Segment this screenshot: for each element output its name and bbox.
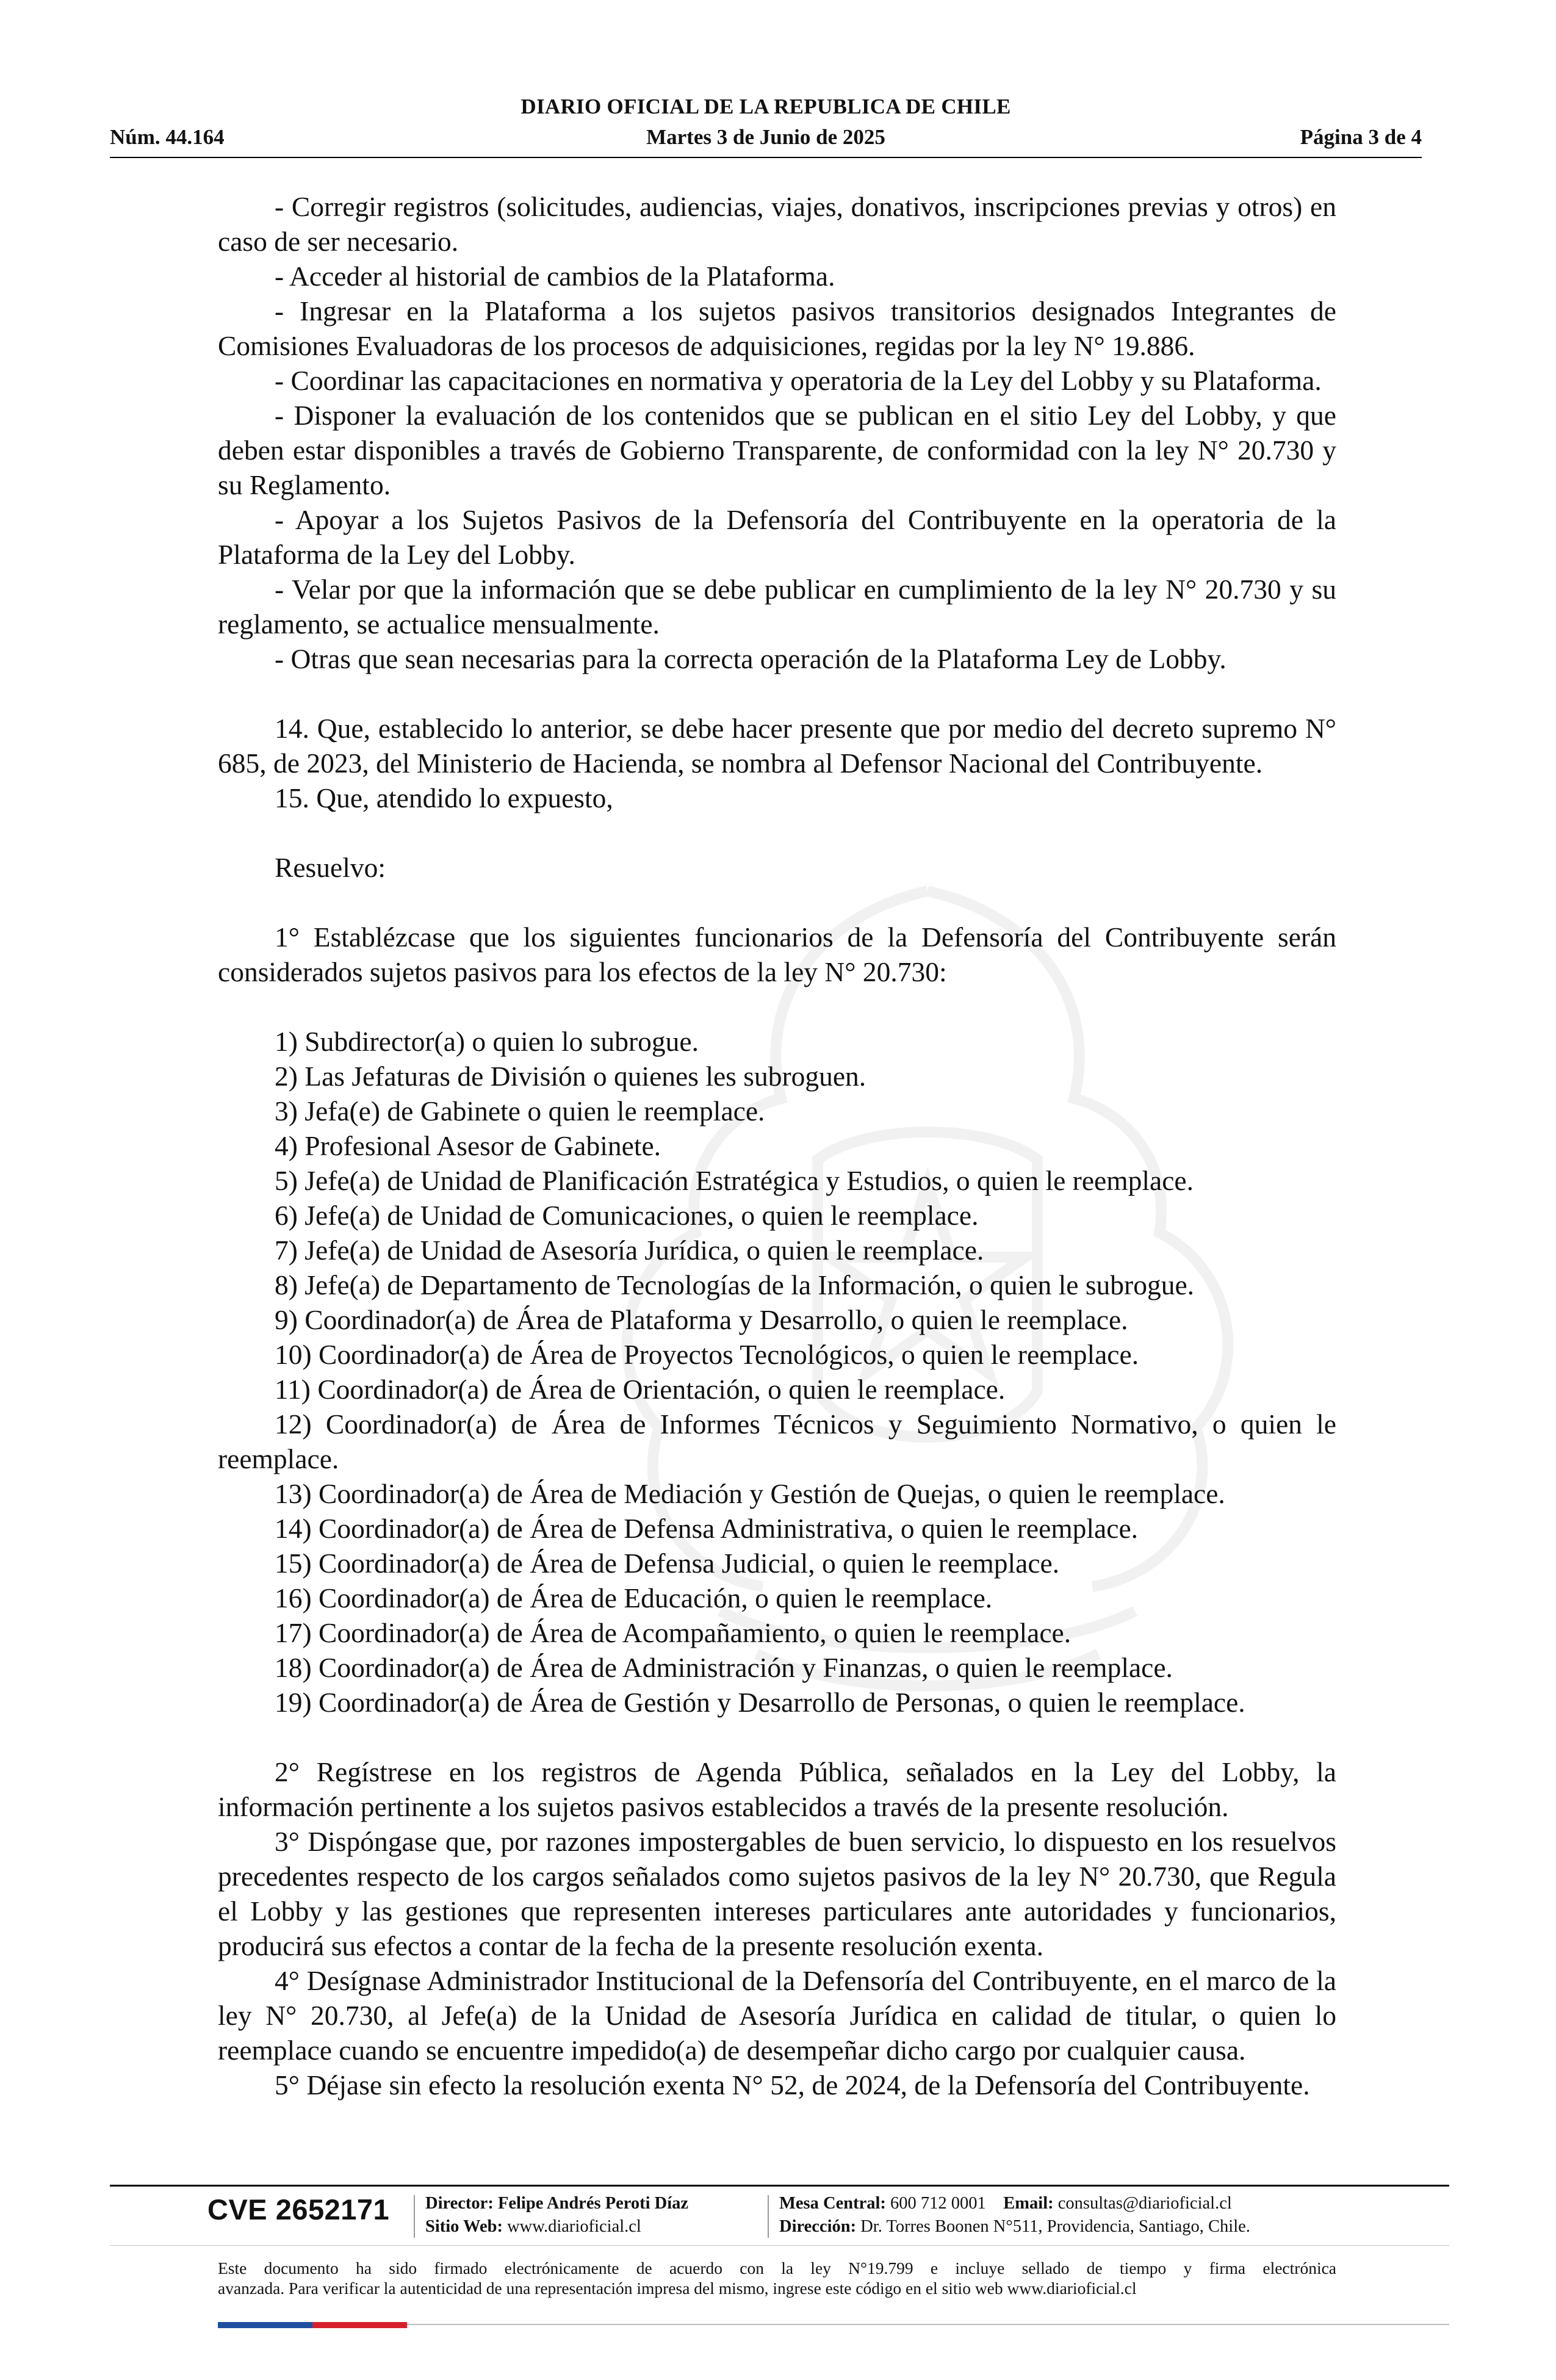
page-header	[110, 95, 1422, 159]
position-item: 2) Las Jefaturas de División o quienes les subroguen.	[275, 1061, 866, 1092]
resolution-3: 3° Dispóngase que, por razones impostergables de buen servicio, lo dispuesto en los resuelvos precedentes respecto de los cargos señalados como sujetos pasivos de la ley N° 20.730, que Regula el Lobby y las gestiones que representen intereses particulares ante autoridades y funcionarios, producirá sus efectos a contar de la fecha de la presente resolución exenta.	[218, 1826, 1336, 1961]
header-divider	[110, 157, 1422, 158]
position-item: 6) Jefe(a) de Unidad de Comunicaciones, o quien le reemplace.	[275, 1200, 979, 1231]
position-item: 18) Coordinador(a) de Área de Administración y Finanzas, o quien le reemplace.	[275, 1652, 1173, 1683]
position-item: 19) Coordinador(a) de Área de Gestión y Desarrollo de Personas, o quien le reemplace.	[275, 1687, 1245, 1718]
position-item: 17) Coordinador(a) de Área de Acompañamiento, o quien le reemplace.	[275, 1617, 1072, 1648]
duty-item: - Velar por que la información que se debe publicar en cumplimiento de la ley N° 20.730 y su reglamento, se actualice mensualmente.	[218, 574, 1336, 640]
website-label: Sitio Web:	[425, 2217, 503, 2236]
position-item: 10) Coordinador(a) de Área de Proyectos Tecnológicos, o quien le reemplace.	[275, 1339, 1139, 1370]
footer-thin-divider	[110, 2245, 1449, 2246]
page-number: Página 3 de 4	[1300, 125, 1422, 149]
issue-date: Martes 3 de Junio de 2025	[646, 125, 885, 149]
email-link[interactable]: consultas@diarioficial.cl	[1057, 2194, 1232, 2213]
director-name: Felipe Andrés Peroti Díaz	[497, 2194, 689, 2213]
resolution-1: 1° Establézcase que los siguientes funcionarios de la Defensoría del Contribuyente serán considerados sujetos pasivos para los efectos de la ley N° 20.730:	[218, 921, 1336, 987]
footer-bottom-line	[407, 2324, 1449, 2325]
document-body	[218, 189, 1336, 2102]
duty-item: - Ingresar en la Plataforma a los sujetos pasivos transitorios designados Integrantes de Comisiones Evaluadoras de los procesos de adquisiciones, regidas por la ley N° 19.886.	[218, 295, 1336, 361]
position-item: 11) Coordinador(a) de Área de Orientación, o quien le reemplace.	[275, 1374, 1006, 1405]
legal-line-2: avanzada. Para verificar la autenticidad de una representación impresa del mismo, ingrese este código en el sitio web www.diarioficial.cl	[218, 2279, 1137, 2298]
cve-code: CVE 2652171	[207, 2193, 390, 2226]
position-item: 1) Subdirector(a) o quien lo subrogue.	[275, 1026, 699, 1057]
position-item: 5) Jefe(a) de Unidad de Planificación Estratégica y Estudios, o quien le reemplace.	[275, 1165, 1194, 1196]
duty-item: - Acceder al historial de cambios de la Plataforma.	[275, 261, 835, 292]
email-label: Email:	[1003, 2194, 1054, 2213]
website-link[interactable]: www.diarioficial.cl	[507, 2217, 641, 2236]
considerando-15: 15. Que, atendido lo expuesto,	[275, 782, 613, 813]
considerando-14: 14. Que, establecido lo anterior, se debe hacer presente que por medio del decreto supremo N° 685, de 2023, del Ministerio de Hacienda, se nombra al Defensor Nacional del Contribuyente.	[218, 713, 1336, 779]
resolution-2: 2° Regístrese en los registros de Agenda Pública, señalados en la Ley del Lobby, la información pertinente a los sujetos pasivos establecidos a través de la presente resolución.	[218, 1756, 1336, 1822]
position-item: 9) Coordinador(a) de Área de Plataforma y Desarrollo, o quien le reemplace.	[275, 1304, 1128, 1335]
footer-director-block	[425, 2192, 688, 2238]
director-label: Director:	[425, 2194, 494, 2213]
duty-item: - Coordinar las capacitaciones en normativa y operatoria de la Ley del Lobby y su Plataforma.	[275, 365, 1322, 396]
position-item: 15) Coordinador(a) de Área de Defensa Judicial, o quien le reemplace.	[275, 1548, 1060, 1579]
resolution-4: 4° Desígnase Administrador Institucional de la Defensoría del Contribuyente, en el marco de la ley N° 20.730, al Jefe(a) de la Unidad de Asesoría Jurídica en calidad de titular, o quien lo reemplace cuando se encuentre impedido(a) de desempeñar dicho cargo por cualquier causa.	[218, 1965, 1336, 2066]
position-item: 12) Coordinador(a) de Área de Informes Técnicos y Seguimiento Normativo, o quien le reemplace.	[218, 1408, 1336, 1474]
flag-red-segment	[312, 2322, 407, 2328]
position-item: 14) Coordinador(a) de Área de Defensa Administrativa, o quien le reemplace.	[275, 1513, 1139, 1544]
duty-item: - Disponer la evaluación de los contenidos que se publican en el sitio Ley del Lobby, y que deben estar disponibles a través de Gobierno Transparente, de conformidad con la ley N° 20.730 y su Reglamento.	[218, 400, 1336, 500]
position-item: 7) Jefe(a) de Unidad de Asesoría Jurídica, o quien le reemplace.	[275, 1235, 984, 1266]
issue-number: Núm. 44.164	[110, 125, 225, 149]
flag-blue-segment	[218, 2322, 312, 2328]
footer-divider	[110, 2185, 1449, 2187]
legal-line-1: Este documento ha sido firmado electrónicamente de acuerdo con la ley N°19.799 e incluye sellado de tiempo y firma electrónica	[218, 2259, 1336, 2277]
position-item: 16) Coordinador(a) de Área de Educación, o quien le reemplace.	[275, 1582, 993, 1614]
address-text: Dr. Torres Boonen N°511, Providencia, Santiago, Chile.	[860, 2217, 1250, 2236]
chile-flag-stripe	[218, 2322, 407, 2328]
footer-separator	[414, 2195, 415, 2238]
legal-notice	[218, 2258, 1336, 2298]
footer-contact-block	[779, 2192, 1250, 2238]
position-item: 13) Coordinador(a) de Área de Mediación y Gestión de Quejas, o quien le reemplace.	[275, 1478, 1225, 1509]
phone-number: 600 712 0001	[890, 2194, 986, 2213]
footer-separator	[768, 2195, 769, 2238]
position-item: 3) Jefa(e) de Gabinete o quien le reemplace.	[275, 1095, 765, 1127]
position-item: 4) Profesional Asesor de Gabinete.	[275, 1130, 661, 1161]
gazette-title: DIARIO OFICIAL DE LA REPUBLICA DE CHILE	[520, 95, 1011, 118]
duty-item: - Apoyar a los Sujetos Pasivos de la Defensoría del Contribuyente en la operatoria de la Plataforma de la Ley del Lobby.	[218, 504, 1336, 570]
address-label: Dirección:	[779, 2217, 857, 2236]
position-item: 8) Jefe(a) de Departamento de Tecnologías de la Información, o quien le subrogue.	[275, 1269, 1195, 1300]
phone-label: Mesa Central:	[779, 2194, 886, 2213]
resolution-5: 5° Déjase sin efecto la resolución exenta N° 52, de 2024, de la Defensoría del Contribuyente.	[275, 2069, 1310, 2101]
duty-item: - Corregir registros (solicitudes, audiencias, viajes, donativos, inscripciones previas y otros) en caso de ser necesario.	[218, 191, 1336, 257]
duty-item: - Otras que sean necesarias para la correcta operación de la Plataforma Ley de Lobby.	[275, 643, 1226, 674]
resuelvo-heading: Resuelvo:	[275, 852, 386, 883]
